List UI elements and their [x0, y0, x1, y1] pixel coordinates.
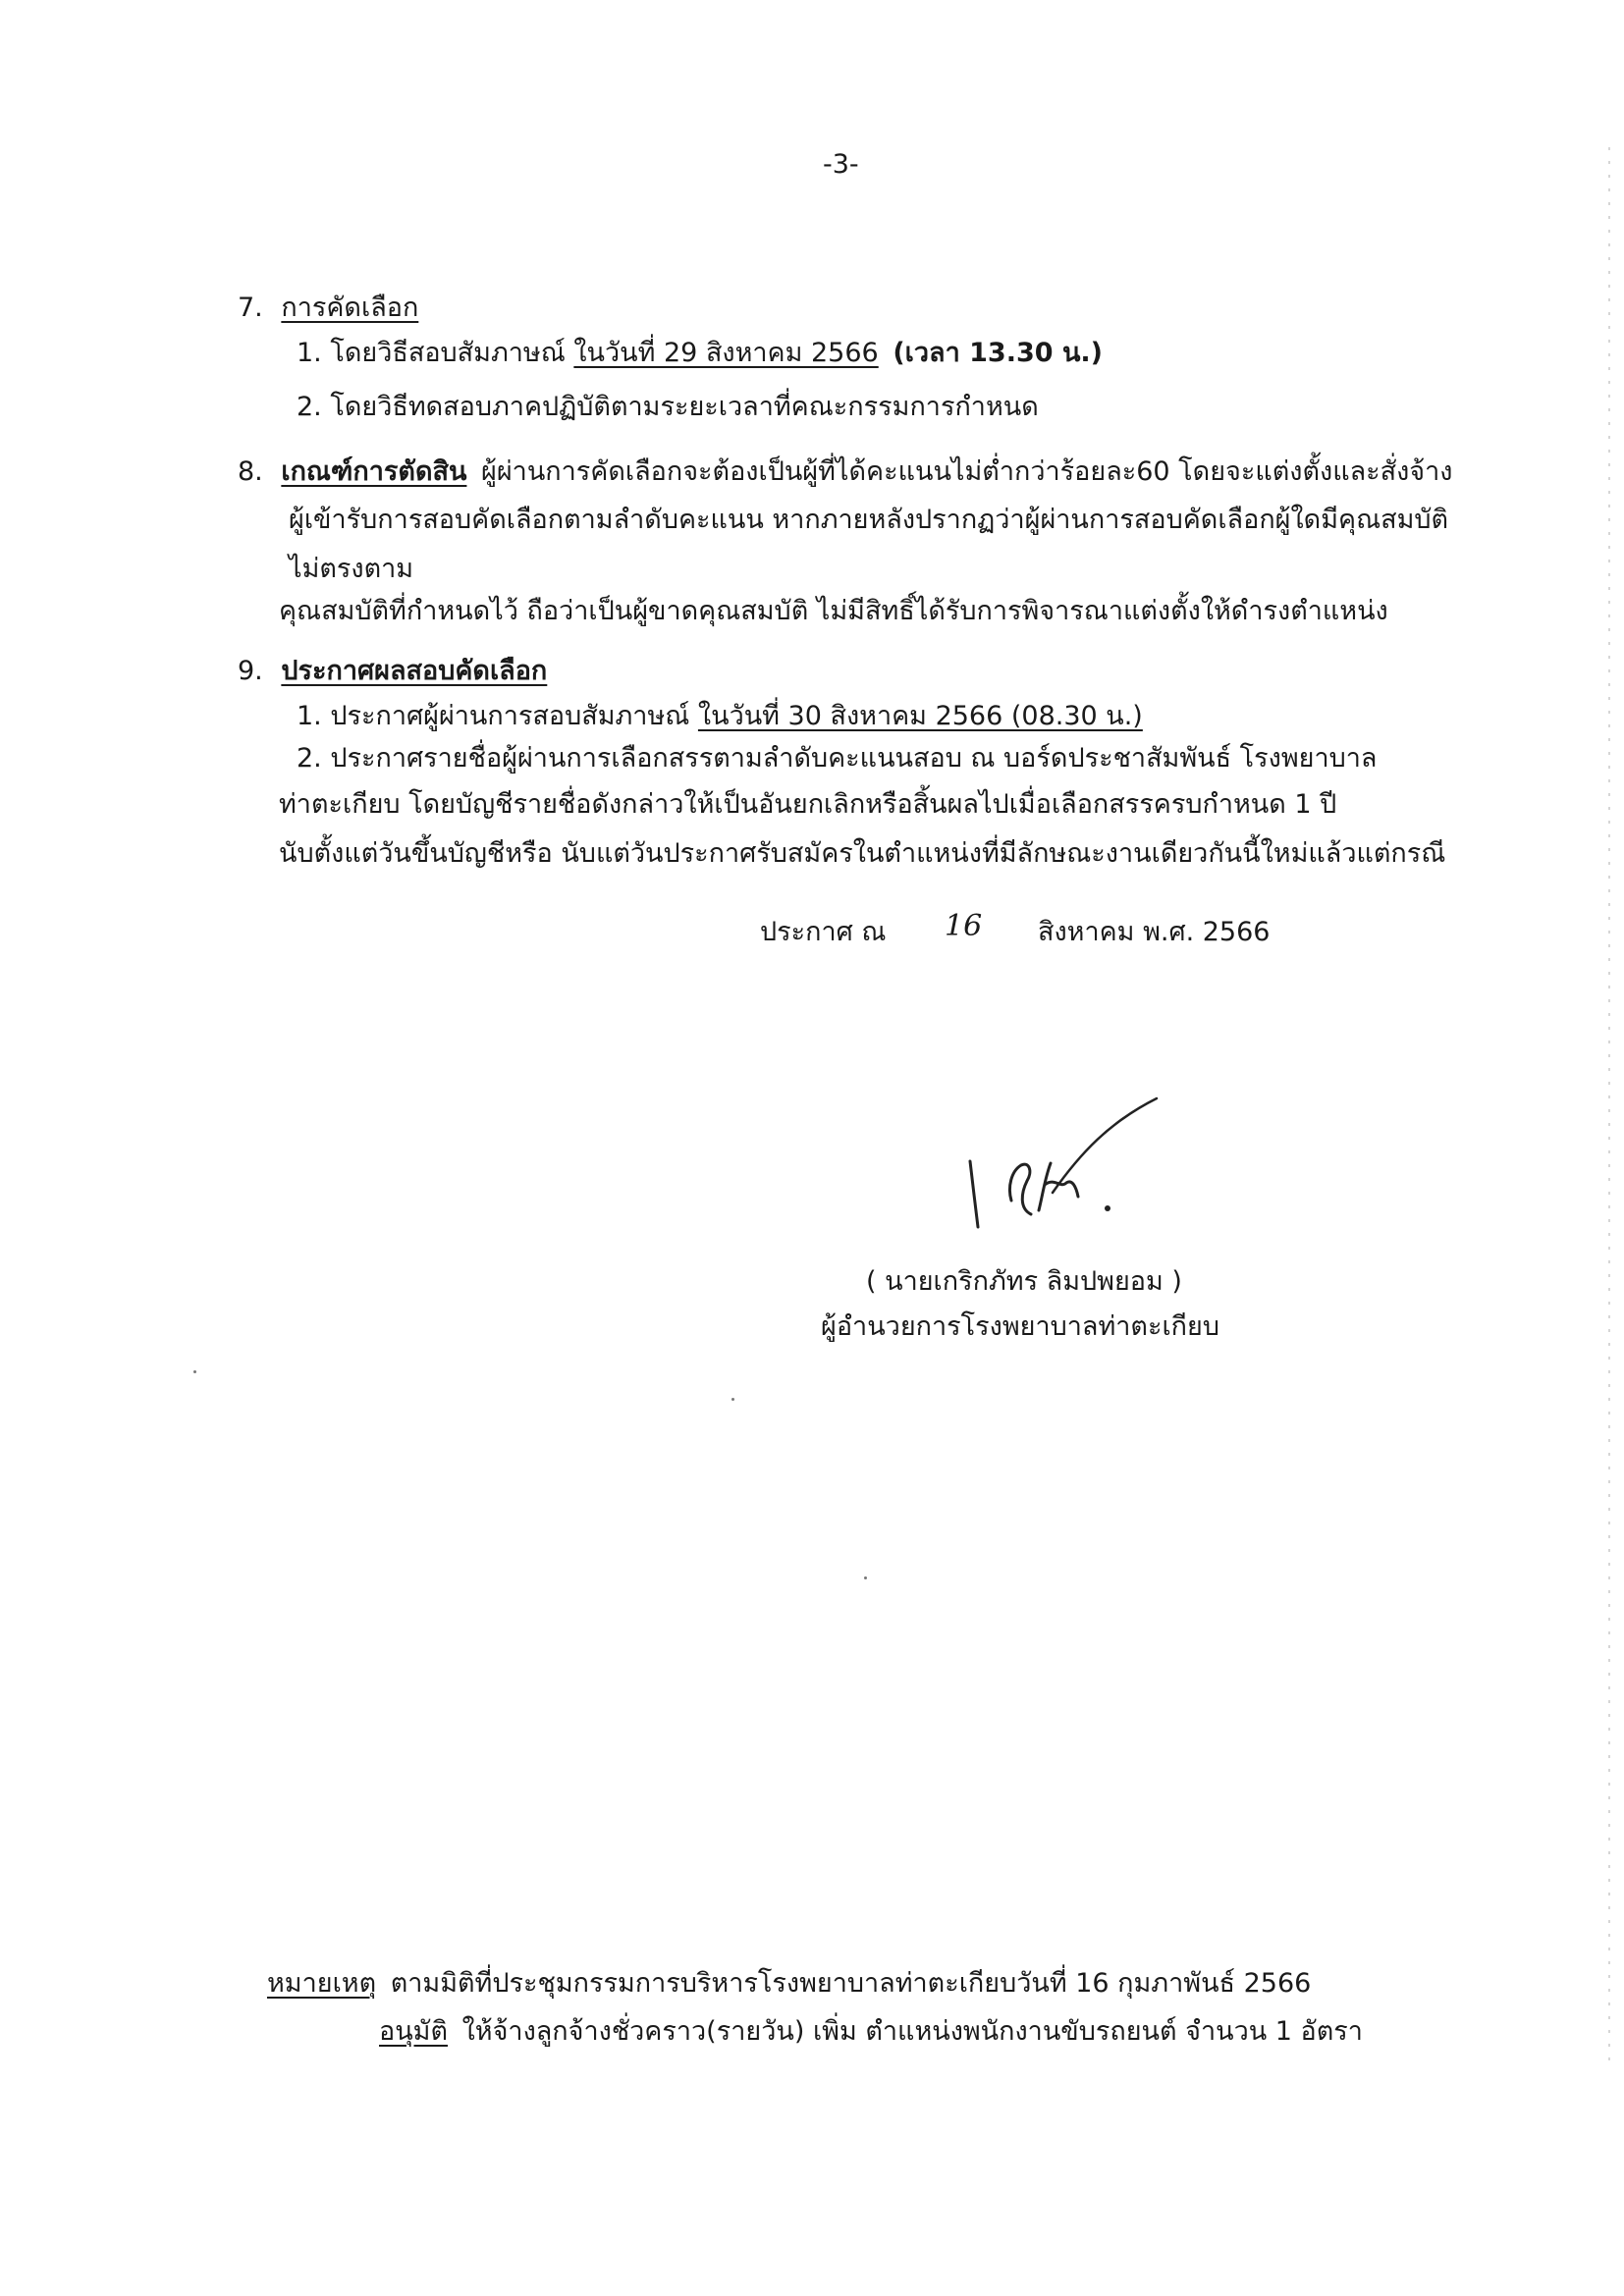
section-7-item-2: 2. โดยวิธีทดสอบภาคปฏิบัติตามระยะเวลาที่คณะกรรมการกำหนด	[297, 392, 1039, 422]
note-line-2	[379, 2014, 1363, 2050]
announce-prefix: ประกาศ ณ	[760, 917, 887, 947]
section-9-item-2-line-1: 2. ประกาศรายชื่อผู้ผ่านการเลือกสรรตามลำดับคะแนนสอบ ณ บอร์ดประชาสัมพันธ์ โรงพยาบาล	[297, 743, 1378, 774]
approve-label: อนุมัติ	[379, 2016, 449, 2047]
section-7-item-1-text: 1. โดยวิธีสอบสัมภาษณ์	[297, 338, 566, 368]
note-line-1	[267, 1966, 1311, 2002]
section-9-item-1	[297, 699, 1143, 734]
section-9-item-2-line-3: นับตั้งแต่วันขึ้นบัญชีหรือ นับแต่วันประกาศรับสมัครในตำแหน่งที่มีลักษณะงานเดียวกันนี้ใหม่แล้วแต่กรณี	[279, 838, 1446, 869]
section-8-line-1	[238, 454, 1452, 490]
signer-name: ( นายเกริกภัทร ลิมปพยอม )	[866, 1266, 1182, 1297]
scan-edge-artifact	[1608, 147, 1610, 2061]
section-9-item-1-text: 1. ประกาศผู้ผ่านการสอบสัมภาษณ์	[297, 701, 690, 731]
note-text: ตามมิติที่ประชุมกรรมการบริหารโรงพยาบาลท่าตะเกียบวันที่ 16 กุมภาพันธ์ 2566	[390, 1968, 1312, 1999]
section-7-item-1-time: (เวลา 13.30 น.)	[893, 338, 1104, 368]
scan-speck	[731, 1398, 734, 1401]
section-7-title: การคัดเลือก	[281, 293, 419, 323]
scan-speck	[193, 1370, 196, 1373]
section-9-title: ประกาศผลสอบคัดเลือก	[281, 656, 548, 686]
section-7-item-1-date: ในวันที่ 29 สิงหาคม 2566	[573, 338, 879, 368]
note-label: หมายเหตุ	[267, 1968, 377, 1999]
section-8-line-1-text: ผู้ผ่านการคัดเลือกจะต้องเป็นผู้ที่ได้คะแนนไม่ต่ำกว่าร้อยละ60 โดยจะแต่งตั้งและสั่งจ้าง	[481, 456, 1453, 487]
section-7-item-1	[297, 336, 1103, 371]
section-7-number: 7.	[238, 293, 263, 323]
approve-text: ให้จ้างลูกจ้างชั่วคราว(รายวัน) เพิ่ม ตำแหน่งพนักงานขับรถยนต์ จำนวน 1 อัตรา	[461, 2016, 1363, 2047]
section-9-item-2-line-2: ท่าตะเกียบ โดยบัญชีรายชื่อดังกล่าวให้เป็นอันยกเลิกหรือสิ้นผลไปเมื่อเลือกสรรครบกำหนด 1 ปี	[279, 789, 1337, 820]
announce-day: 16	[945, 909, 983, 943]
scan-speck	[864, 1576, 867, 1579]
signature-mark	[943, 1085, 1178, 1242]
signer-title: ผู้อำนวยการโรงพยาบาลท่าตะเกียบ	[821, 1311, 1219, 1342]
section-9-heading	[238, 654, 547, 689]
section-7-heading	[238, 291, 418, 326]
section-9-item-1-date: ในวันที่ 30 สิงหาคม 2566 (08.30 น.)	[697, 701, 1143, 731]
section-8-line-2: ผู้เข้ารับการสอบคัดเลือกตามลำดับคะแนน หากภายหลังปรากฏว่าผู้ผ่านการสอบคัดเลือกผู้ใดมีคุณสมบัติ	[289, 505, 1449, 535]
section-8-line-4: คุณสมบัติที่กำหนดไว้ ถือว่าเป็นผู้ขาดคุณสมบัติ ไม่มีสิทธิ์ได้รับการพิจารณาแต่งตั้งให้ดำรงตำแหน่ง	[279, 596, 1388, 626]
section-8-line-3: ไม่ตรงตาม	[289, 554, 414, 584]
section-9-number: 9.	[238, 656, 263, 686]
page-number: -3-	[823, 149, 859, 180]
section-8-title: เกณฑ์การตัดสิน	[281, 456, 467, 487]
announce-month-year: สิงหาคม พ.ศ. 2566	[1038, 917, 1271, 947]
section-8-number: 8.	[238, 456, 263, 487]
